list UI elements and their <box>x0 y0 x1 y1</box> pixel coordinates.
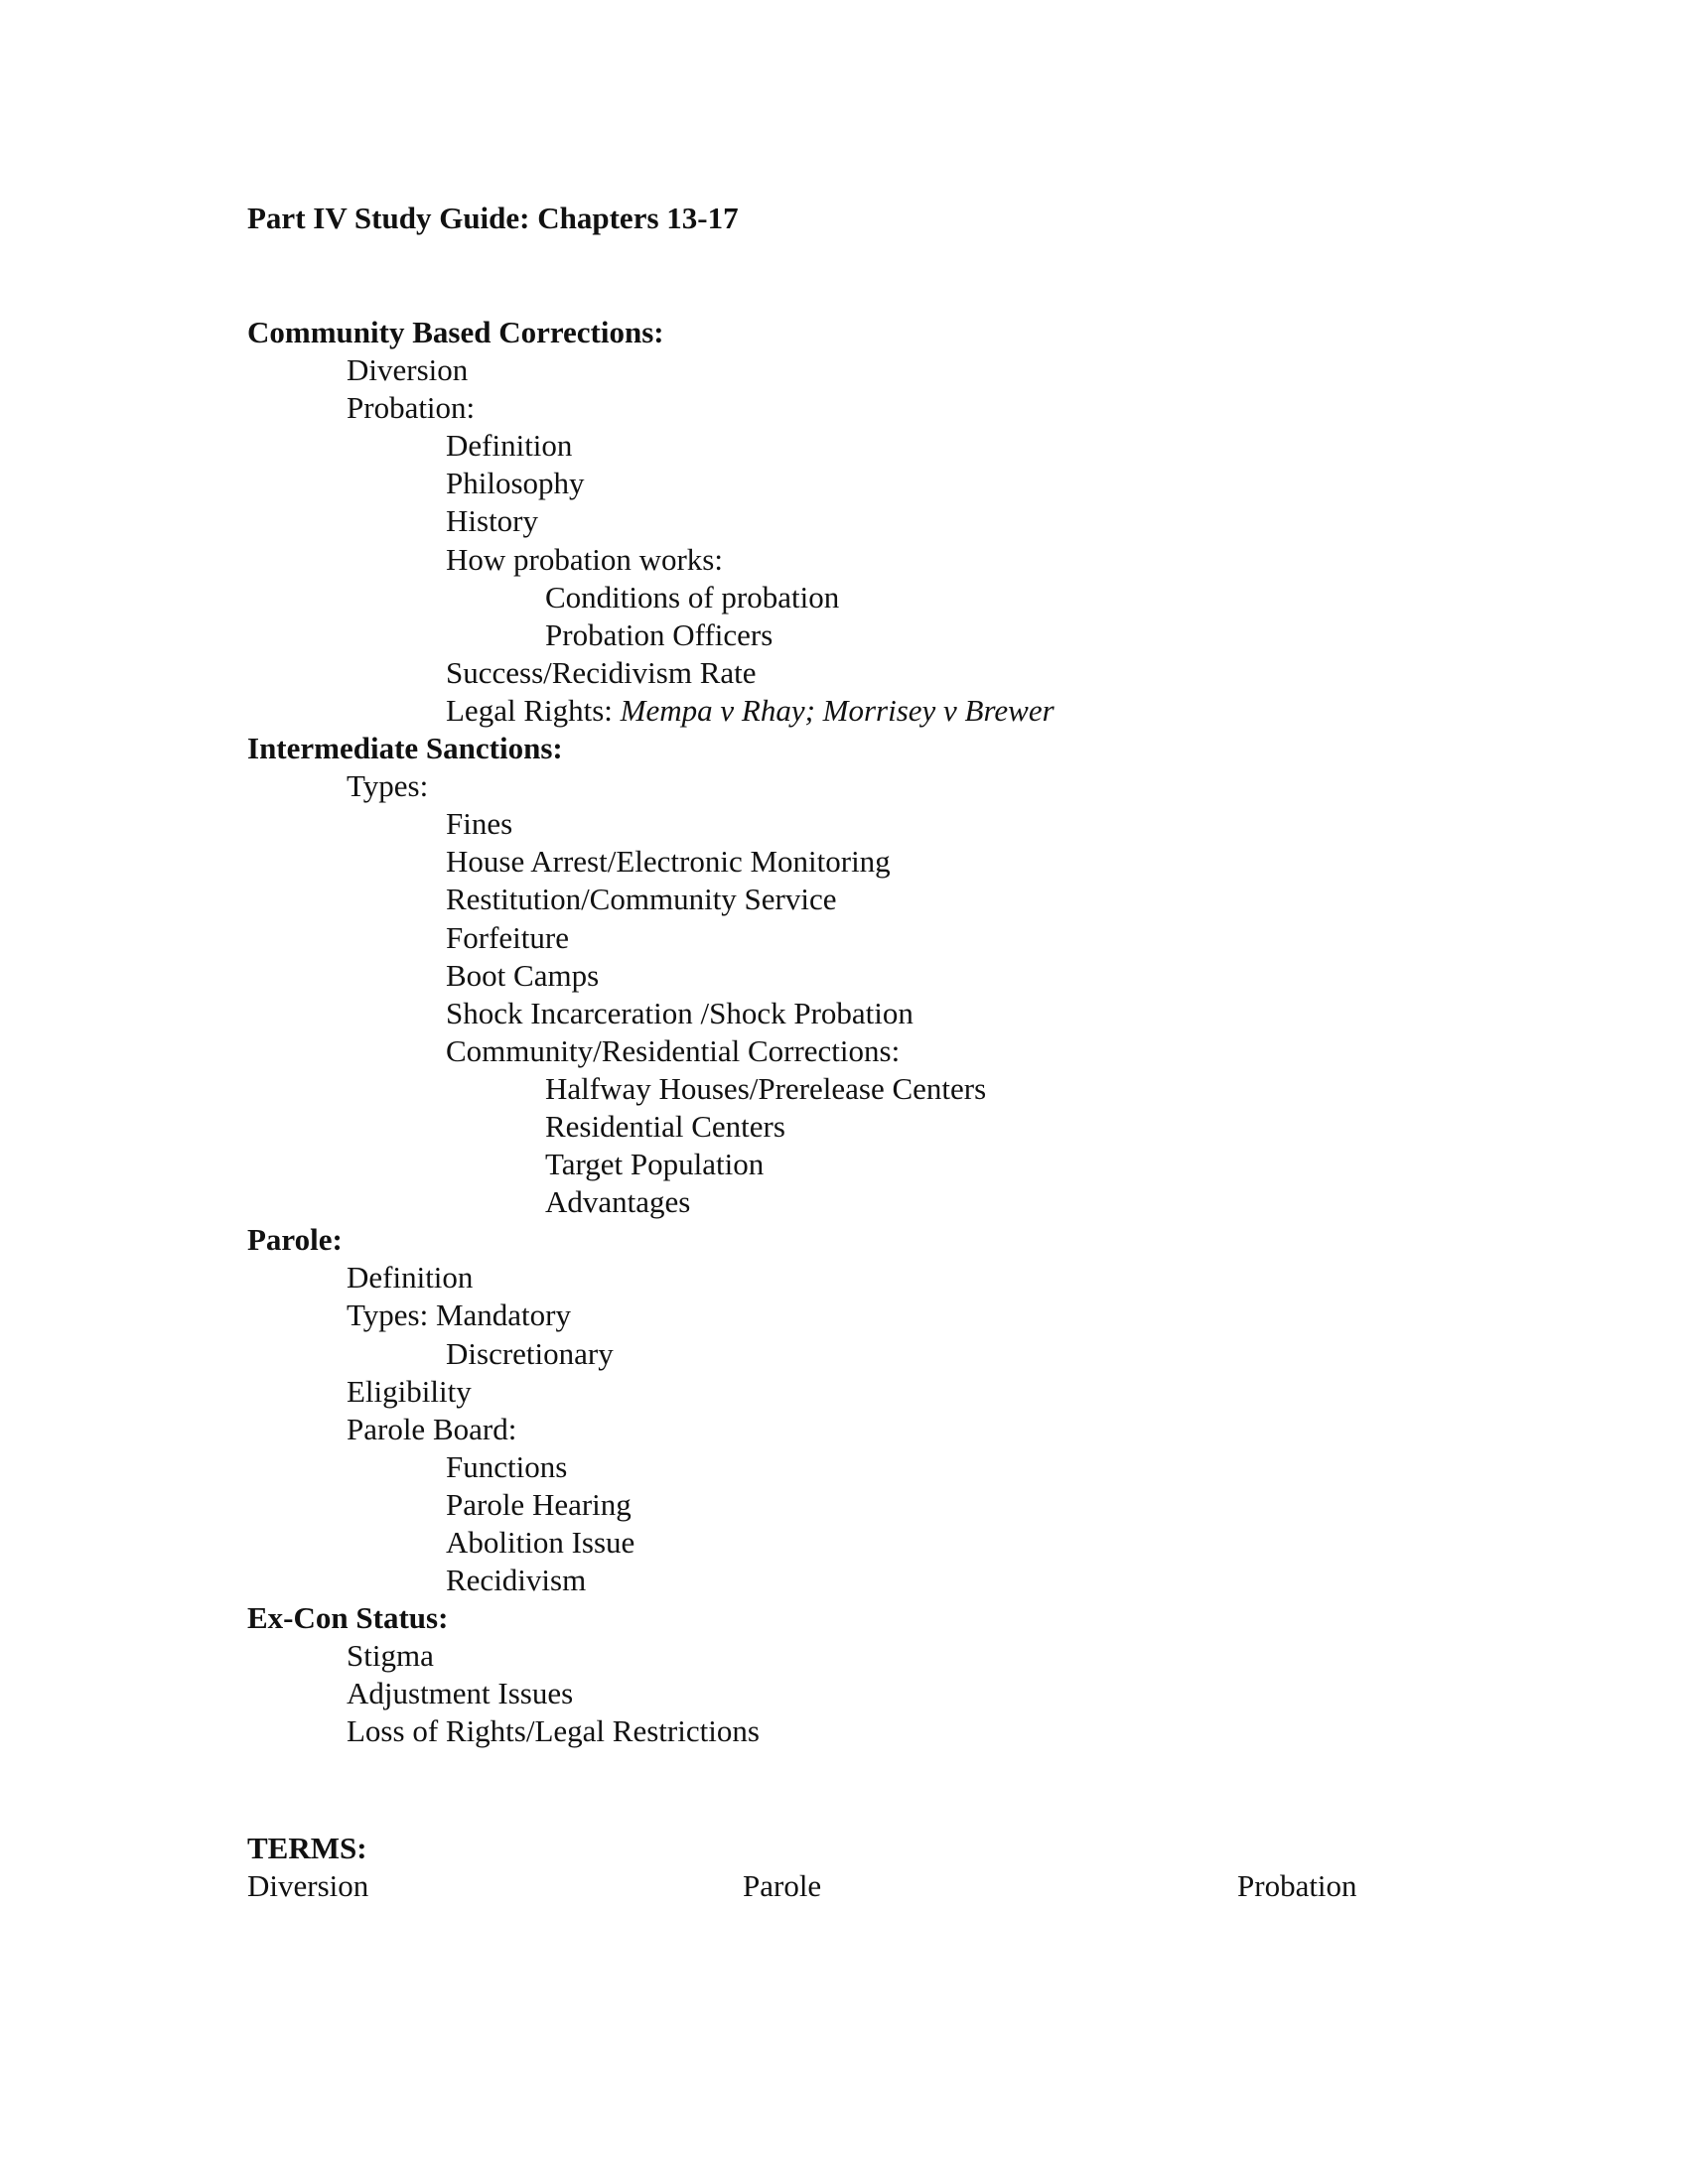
study-outline <box>247 314 1055 1751</box>
outline-item-parole-types: Types: Mandatory <box>347 1297 571 1333</box>
outline-item-probation: Probation: <box>347 390 476 426</box>
outline-item-house-arrest: House Arrest/Electronic Monitoring <box>446 844 891 880</box>
outline-item-probation-philosophy: Philosophy <box>446 466 585 501</box>
term-item: Diversion <box>247 1868 369 1903</box>
section-heading-ex-con-status: Ex-Con Status: <box>247 1600 449 1636</box>
outline-item-types: Types: <box>347 768 429 804</box>
outline-item-forfeiture: Forfeiture <box>446 919 569 955</box>
outline-item-restitution: Restitution/Community Service <box>446 882 837 917</box>
outline-item-success-recidivism-rate: Success/Recidivism Rate <box>446 654 757 690</box>
outline-item-stigma: Stigma <box>347 1638 434 1674</box>
outline-item-loss-of-rights: Loss of Rights/Legal Restrictions <box>347 1713 760 1749</box>
outline-item-advantages: Advantages <box>545 1184 691 1220</box>
section-heading-intermediate-sanctions: Intermediate Sanctions: <box>247 731 563 766</box>
outline-item-community-residential-corrections: Community/Residential Corrections: <box>446 1032 901 1068</box>
terms-heading: TERMS: <box>247 1831 367 1865</box>
outline-item-parole-definition: Definition <box>347 1260 474 1296</box>
outline-item-functions: Functions <box>446 1448 568 1484</box>
section-heading-community-based-corrections: Community Based Corrections: <box>247 315 664 349</box>
outline-item-target-population: Target Population <box>545 1147 765 1182</box>
term-item: Probation <box>1237 1868 1357 1903</box>
page-title: Part IV Study Guide: Chapters 13-17 <box>247 201 739 235</box>
outline-item-halfway-houses: Halfway Houses/Prerelease Centers <box>545 1070 987 1106</box>
outline-item-parole-board: Parole Board: <box>347 1411 517 1446</box>
outline-item-abolition-issue: Abolition Issue <box>446 1525 635 1560</box>
term-item: Parole <box>743 1868 822 1903</box>
outline-item-shock-incarceration: Shock Incarceration /Shock Probation <box>446 995 914 1030</box>
outline-item-conditions-of-probation: Conditions of probation <box>545 579 840 614</box>
outline-item-recidivism: Recidivism <box>446 1563 587 1598</box>
outline-item-adjustment-issues: Adjustment Issues <box>347 1676 574 1711</box>
legal-rights-label: Legal Rights: <box>446 692 621 728</box>
section-heading-parole: Parole: <box>247 1222 343 1258</box>
outline-item-boot-camps: Boot Camps <box>446 957 600 993</box>
outline-item-discretionary: Discretionary <box>446 1335 614 1371</box>
outline-item-fines: Fines <box>446 806 513 842</box>
outline-item-residential-centers: Residential Centers <box>545 1108 785 1144</box>
outline-item-probation-history: History <box>446 503 538 539</box>
outline-item-probation-officers: Probation Officers <box>545 616 774 652</box>
outline-item-parole-hearing: Parole Hearing <box>446 1486 632 1522</box>
outline-item-how-probation-works: How probation works: <box>446 541 723 577</box>
outline-item-eligibility: Eligibility <box>347 1373 472 1409</box>
outline-item-legal-rights <box>247 692 1055 730</box>
outline-item-diversion: Diversion <box>347 352 469 388</box>
outline-item-probation-definition: Definition <box>446 428 573 464</box>
legal-rights-cases: Mempa v Rhay; Morrisey v Brewer <box>620 692 1055 728</box>
